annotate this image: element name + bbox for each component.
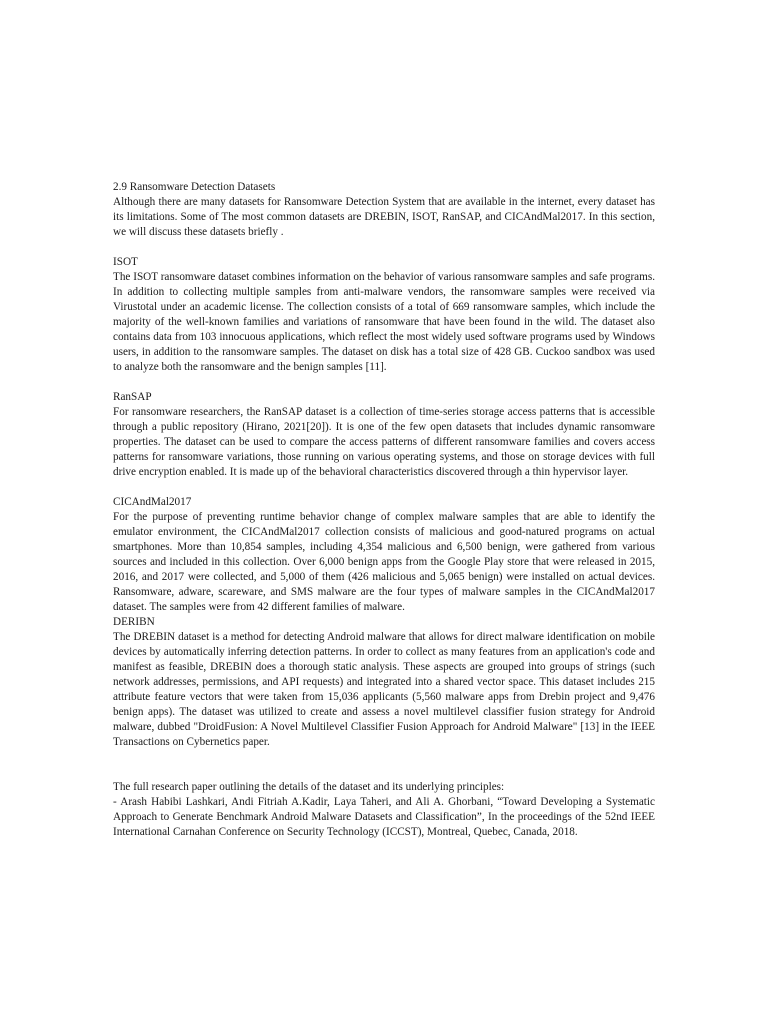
section-heading-isot: ISOT [113, 256, 138, 268]
section-intro [113, 180, 655, 240]
reference-intro: The full research paper outlining the details of the dataset and its underlying principles: [113, 781, 505, 793]
spacer [113, 375, 655, 390]
paragraph-cicandmal2017: For the purpose of preventing runtime behavior change of complex malware samples that are able to identify the emulator environment, the CICAndMal2017 collection consists of malicious and good-natured programs on actual smartphones. More than 10,854 samples, including 4,354 malicious and 6,500 benign, were gathered from various sources and included in this collection. Over 6,000 benign apps from the Google Play store that were released in 2015, 2016, and 2017 were collected, and 5,000 of them (426 malicious and 5,065 benign) were installed on actual devices. Ransomware, adware, scareware, and SMS malware are the four types of malware samples in the CICAndMal2017 dataset. The samples were from 42 different families of malware. [113, 511, 655, 613]
section-drebin [113, 615, 655, 750]
paragraph-drebin: The DREBIN dataset is a method for detecting Android malware that allows for direct malware identification on mobile devices by automatically inferring detection patterns. In order to collect as many features from an application's code and manifest as feasible, DREBIN does a thorough static analysis. These aspects are grouped into groups of strings (such network addresses, permissions, and API requests) and integrated into a shared vector space. This dataset includes 215 attribute feature vectors that were taken from 15,036 applicants (5,560 malware apps from Drebin project and 9,476 benign apps). The dataset was utilized to create and assess a novel multilevel classifier fusion strategy for Android malware, dubbed "DroidFusion: A Novel Multilevel Classifier Fusion Approach for Android Malware" [13] in the IEEE Transactions on Cybernetics paper. [113, 631, 655, 748]
spacer [113, 750, 655, 780]
section-heading-intro: 2.9 Ransomware Detection Datasets [113, 181, 276, 193]
paragraph-ransap: For ransomware researchers, the RanSAP dataset is a collection of time-series storage access patterns that is accessible through a public repository (Hirano, 2021[20]). It is one of the few open datasets that includes dynamic ransomware properties. The dataset can be used to compare the access patterns of different ransomware families and covers access patterns for ransomware variations, those running on various operating systems, and those on storage devices with full drive encryption enabled. It is made up of the behavioral characteristics discovered through a thin hypervisor layer. [113, 406, 655, 478]
reference-citation: - Arash Habibi Lashkari, Andi Fitriah A.Kadir, Laya Taheri, and Ali A. Ghorbani, “Toward Developing a Systematic Approach to Generate Benchmark Android Malware Datasets and Classification”, In the proceedings of the 52nd IEEE International Carnahan Conference on Security Technology (ICCST), Montreal, Quebec, Canada, 2018. [113, 796, 655, 838]
section-reference [113, 780, 655, 840]
section-isot [113, 255, 655, 375]
paragraph-intro: Although there are many datasets for Ransomware Detection System that are available in the internet, every dataset has its limitations. Some of The most common datasets are DREBIN, ISOT, RanSAP, and CICAndMal2017. In this section, we will discuss these datasets briefly . [113, 196, 655, 238]
section-ransap [113, 390, 655, 480]
section-heading-ransap: RanSAP [113, 391, 152, 403]
paragraph-isot: The ISOT ransomware dataset combines information on the behavior of various ransomware samples and safe programs. In addition to collecting multiple samples from anti-malware vendors, the ransomware samples were received via Virustotal under an academic license. The collection consists of a total of 669 ransomware samples, which include the majority of the well-known families and variations of ransomware that have been found in the wild. The dataset also contains data from 103 innocuous applications, which reflect the most widely used software programs used by Windows users, in addition to the ransomware samples. The dataset on disk has a total size of 428 GB. Cuckoo sandbox was used to analyze both the ransomware and the benign samples [11]. [113, 271, 655, 373]
section-heading-drebin: DERIBN [113, 616, 155, 628]
spacer [113, 480, 655, 495]
section-cicandmal2017 [113, 495, 655, 615]
spacer [113, 240, 655, 255]
document-page [113, 180, 655, 840]
section-heading-cicandmal2017: CICAndMal2017 [113, 496, 192, 508]
